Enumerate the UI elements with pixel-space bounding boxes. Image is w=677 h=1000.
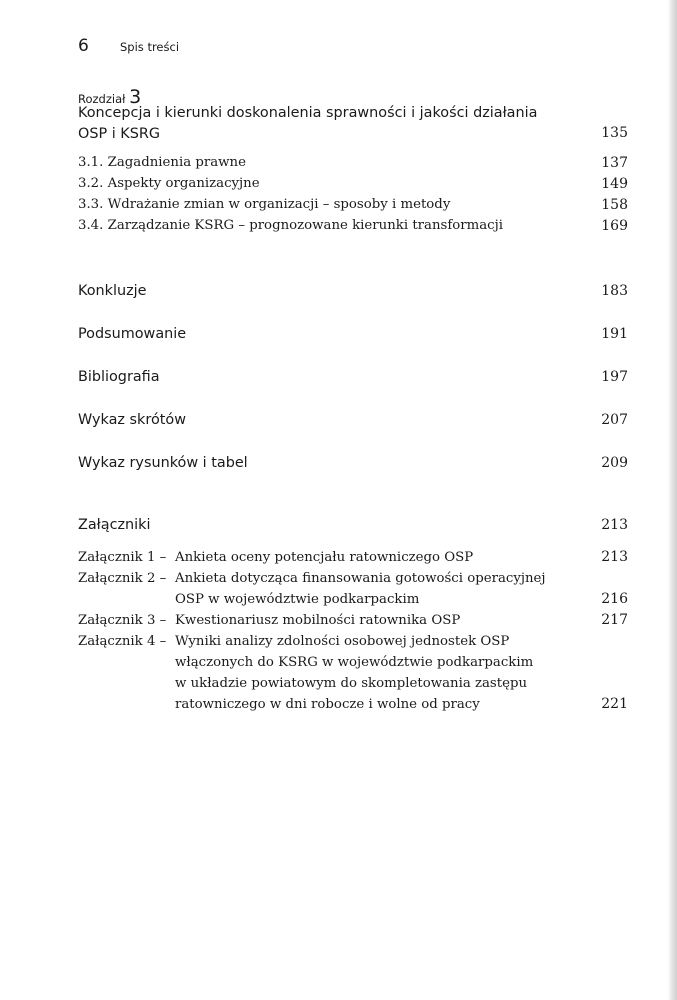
toc-section-label: Konkluzje	[78, 283, 147, 299]
toc-entry-label: 3.4. Zarządzanie KSRG – prognozowane kierunki transformacji	[78, 218, 503, 233]
appendix-prefix: Załącznik 3 –	[78, 613, 167, 628]
appendix-title-line: Ankieta dotycząca finansowania gotowości operacyjnej	[175, 571, 546, 586]
toc-section[interactable]	[78, 369, 628, 390]
toc-section-page: 197	[601, 369, 628, 385]
toc-section-page: 183	[601, 283, 628, 299]
appendix-title-line: Wyniki analizy zdolności osobowej jednostek OSP	[175, 634, 510, 649]
toc-section-page: 207	[601, 412, 628, 428]
appendix-title-line: OSP w województwie podkarpackim	[175, 592, 420, 607]
toc-entry-label: 3.3. Wdrażanie zmian w organizacji – sposoby i metody	[78, 197, 451, 212]
toc-appendices-heading[interactable]	[78, 517, 628, 538]
chapter-title-line: Koncepcja i kierunki doskonalenia sprawności i jakości działania	[78, 105, 538, 121]
appendices-page: 213	[601, 517, 628, 533]
chapter-page: 135	[601, 125, 628, 141]
appendix-title-line: Kwestionariusz mobilności ratownika OSP	[175, 613, 461, 628]
appendix-entry[interactable]	[78, 610, 628, 631]
toc-entry[interactable]	[78, 197, 628, 218]
appendix-title-line: Ankieta oceny potencjału ratowniczego OSP	[175, 550, 474, 565]
chapter-number: 3	[129, 86, 142, 108]
page-number: 6	[78, 36, 89, 56]
toc-entry-page: 137	[601, 155, 628, 171]
appendix-prefix: Załącznik 2 –	[78, 571, 167, 586]
toc-section[interactable]	[78, 283, 628, 304]
appendix-page: 213	[601, 549, 628, 565]
toc-section-page: 191	[601, 326, 628, 342]
toc-section[interactable]	[78, 455, 628, 476]
toc-entry[interactable]	[78, 218, 628, 239]
toc-section-label: Wykaz rysunków i tabel	[78, 455, 248, 471]
appendix-prefix: Załącznik 1 –	[78, 550, 167, 565]
toc-entry[interactable]	[78, 155, 628, 176]
appendix-prefix: Załącznik 4 –	[78, 634, 167, 649]
toc-section-page: 209	[601, 455, 628, 471]
appendix-page: 216	[601, 591, 628, 607]
toc-entry-page: 158	[601, 197, 628, 213]
appendix-entry[interactable]	[78, 547, 628, 568]
chapter-page-row	[78, 125, 628, 146]
toc-section-label: Podsumowanie	[78, 326, 187, 342]
appendix-entry[interactable]	[78, 631, 628, 715]
toc-section[interactable]	[78, 326, 628, 347]
toc-entry-label: 3.2. Aspekty organizacyjne	[78, 176, 260, 191]
appendix-entry[interactable]	[78, 568, 628, 610]
appendix-page: 217	[601, 612, 628, 628]
toc-entry-page: 169	[601, 218, 628, 234]
page-edge-shadow	[668, 0, 677, 1000]
chapter-title-line: OSP i KSRG	[78, 126, 161, 142]
appendix-title-line: włączonych do KSRG w województwie podkarpackim	[175, 655, 534, 670]
toc-section[interactable]	[78, 412, 628, 433]
appendix-page: 221	[601, 696, 628, 712]
appendix-title-line: ratowniczego w dni robocze i wolne od pracy	[175, 697, 480, 712]
toc-section-label: Wykaz skrótów	[78, 412, 186, 428]
toc-entry-label: 3.1. Zagadnienia prawne	[78, 155, 246, 170]
chapter-label-text: Rozdział	[78, 92, 126, 106]
toc-entry-page: 149	[601, 176, 628, 192]
appendices-label: Załączniki	[78, 517, 151, 533]
toc-entry[interactable]	[78, 176, 628, 197]
toc-section-label: Bibliografia	[78, 369, 160, 385]
appendix-title-line: w układzie powiatowym do skompletowania zastępu	[175, 676, 528, 691]
running-title: Spis treści	[120, 40, 180, 54]
